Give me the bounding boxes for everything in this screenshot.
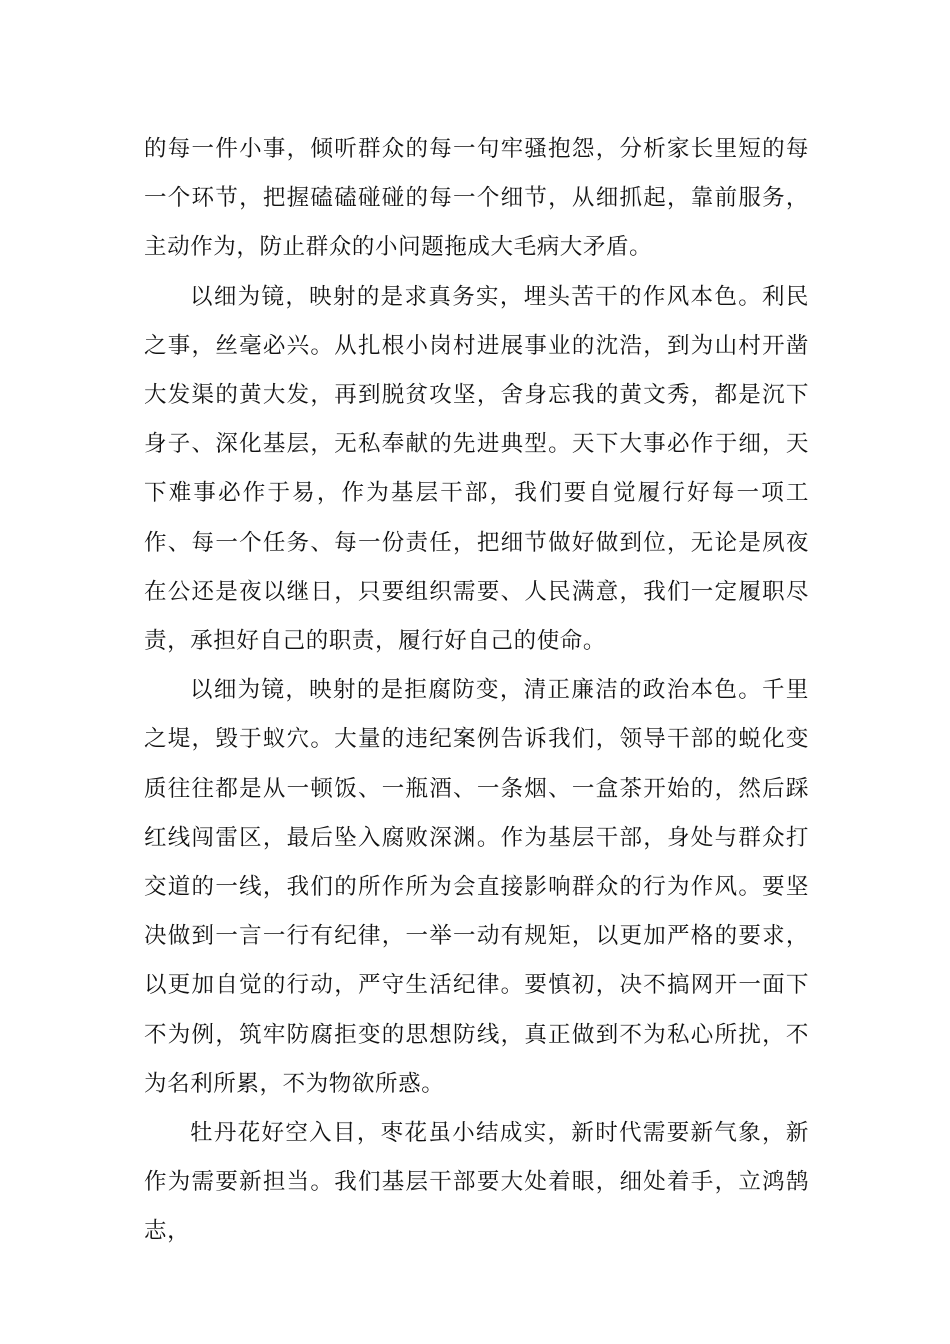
document-body — [144, 125, 809, 1257]
paragraph-continuation: 的每一件小事，倾听群众的每一句牢骚抱怨，分析家长里短的每一个环节，把握磕磕碰碰的每一个细节，从细抓起，靠前服务，主动作为，防止群众的小问题拖成大毛病大矛盾。 — [144, 136, 809, 261]
paragraph-integrity: 以细为镜，映射的是拒腐防变，清正廉洁的政治本色。千里之堤，毁于蚁穴。大量的违纪案例告诉我们，领导干部的蜕化变质往往都是从一顿饭、一瓶酒、一条烟、一盒茶开始的，然后踩红线闯雷区，最后坠入腐败深渊。作为基层干部，身处与群众打交道的一线，我们的所作所为会直接影响群众的行为作风。要坚决做到一言一行有纪律，一举一动有规矩，以更加严格的要求，以更加自觉的行动，严守生活纪律。要慎初，决不搞网开一面下不为例，筑牢防腐拒变的思想防线，真正做到不为私心所扰，不为名利所累，不为物欲所惑。 — [144, 677, 809, 1097]
paragraph-work-style: 以细为镜，映射的是求真务实，埋头苦干的作风本色。利民之事，丝毫必兴。从扎根小岗村进展事业的沈浩，到为山村开凿大发渠的黄大发，再到脱贫攻坚，舍身忘我的黄文秀，都是沉下身子、深化基层，无私奉献的先进典型。天下大事必作于细，天下难事必作于易，作为基层干部，我们要自觉履行好每一项工作、每一个任务、每一份责任，把细节做好做到位，无论是夙夜在公还是夜以继日，只要组织需要、人民满意，我们一定履职尽责，承担好自己的职责，履行好自己的使命。 — [144, 283, 809, 655]
paragraph-conclusion: 牡丹花好空入目，枣花虽小结成实，新时代需要新气象，新作为需要新担当。我们基层干部要大处着眼，细处着手，立鸿鹄志， — [144, 1120, 809, 1245]
